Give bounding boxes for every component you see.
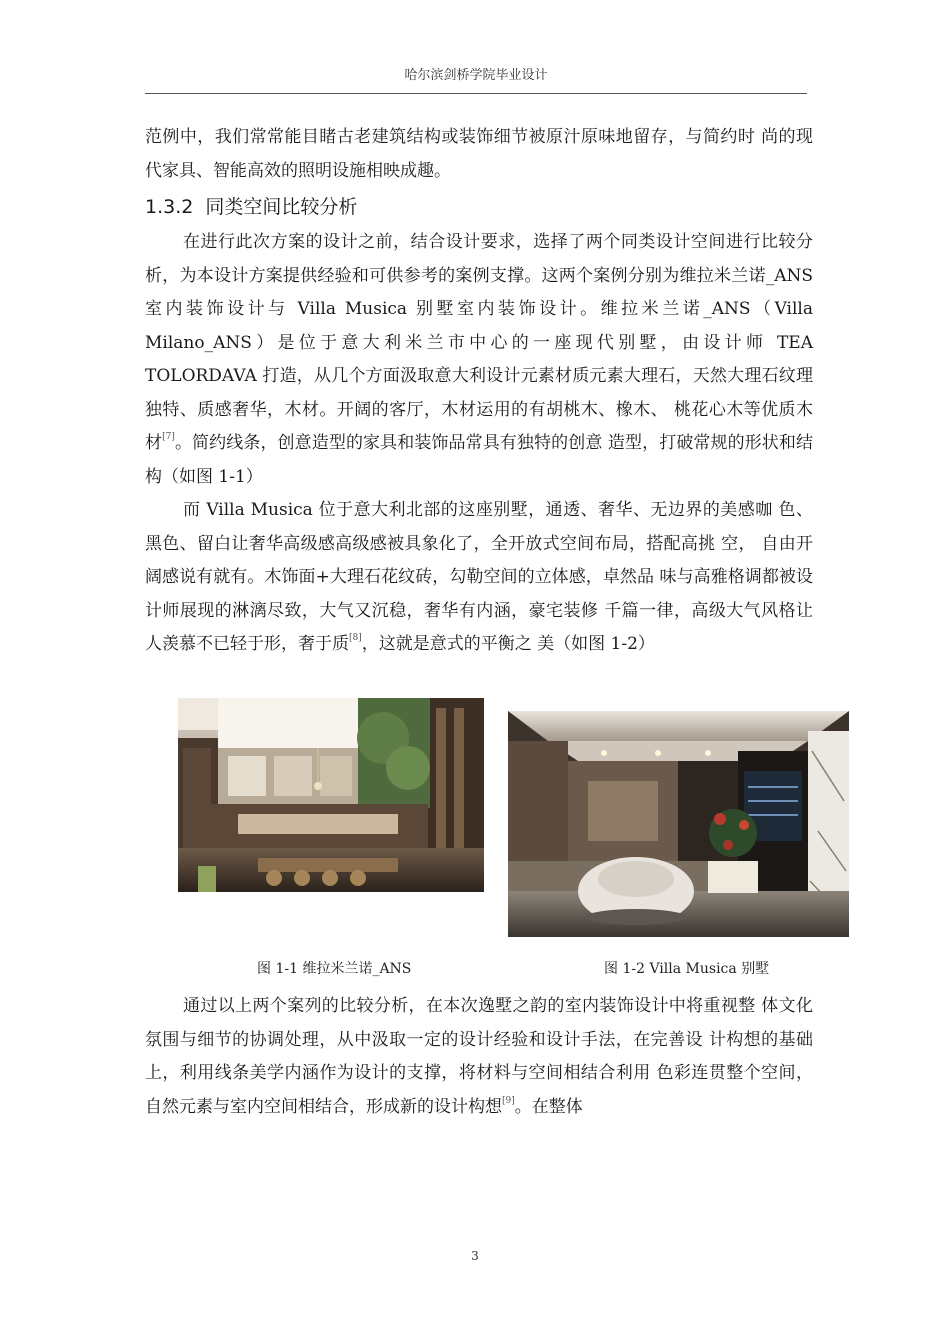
paragraph-1: [145, 226, 813, 494]
figure-1-1-caption: 图 1-1 维拉米兰诺_ANS: [257, 961, 412, 977]
paragraph-1-text: 在进行此次方案的设计之前，结合设计要求，选择了两个同类设计空间进行比较分析，为本设计方案提供经验和可供参考的案例支撑。这两个案例分别为维拉米兰诺_ANS 室内装饰设计与 Villa Musica 别墅室内装饰设计。维拉米兰诺_ANS（Villa Milano_ANS）是位于意大利米兰市中心的一座现代别墅，由设计师 TEA TOLORDAVA 打造，从几个方面汲取意大利设计元素材质元素大理石，天然大理石纹理独特、质感奢华，木材。开阔的客厅，木材运用的有胡桃木、橡木、 桃花心木等优质木材: [145, 232, 813, 453]
section-heading: [145, 192, 813, 222]
main-content-continued: [145, 990, 813, 1124]
paragraph-3-text-after: 。在整体: [514, 1096, 583, 1117]
paragraph-2-text-after: ，这就是意式的平衡之 美（如图 1-2）: [361, 634, 655, 654]
main-content: [145, 121, 813, 662]
figure-villa-milano-photo: [178, 698, 484, 892]
figure-villa-musica-photo: [508, 711, 849, 937]
citation-7: [7]: [162, 432, 175, 442]
header-title: 哈尔滨剑桥学院毕业设计: [404, 68, 548, 83]
paragraph-2: [145, 494, 813, 662]
figure-1-2-caption: 图 1-2 Villa Musica 别墅: [604, 961, 770, 977]
page-number: 3: [471, 1249, 479, 1263]
paragraph-1-text-after: 。简约线条，创意造型的家具和装饰品常具有独特的创意 造型，打破常规的形状和结构（如图 1-1）: [145, 433, 814, 487]
section-number: 1.3.2: [145, 196, 194, 218]
intro-paragraph: 范例中，我们常常能目睹古老建筑结构或装饰细节被原汁原味地留存，与简约时 尚的现代家具、智能高效的照明设施相映成趣。: [145, 127, 813, 181]
paragraph-2-text: 而 Villa Musica 位于意大利北部的这座别墅，通透、奢华、无边界的美感咖 色、黑色、留白让奢华高级感高级感被具象化了，全开放式空间布局，搭配高挑 空， 自由开阔感说有就有。木饰面+大理石花纹砖，勾勒空间的立体感，卓然品 味与高雅格调都被设计师展现的淋漓尽致，大气又沉稳，奢华有内涵，豪宅装修 千篇一律，高级大气风格让人羡慕不已轻于形，奢于质: [145, 500, 813, 654]
section-title: 同类空间比较分析: [205, 196, 358, 218]
citation-8: [8]: [349, 633, 362, 643]
paragraph-3: [145, 990, 813, 1124]
page-header: [145, 64, 807, 94]
paragraph-3-text: 通过以上两个案列的比较分析，在本次逸墅之韵的室内装饰设计中将重视整 体文化氛围与细节的协调处理，从中汲取一定的设计经验和设计手法，在完善设 计构想的基础上，利用线条美学内涵作为设计的支撑，将材料与空间相结合利用 色彩连贯整个空间，自然元素与室内空间相结合，形成新的设计构想: [145, 996, 813, 1117]
citation-9: [9]: [502, 1095, 515, 1106]
